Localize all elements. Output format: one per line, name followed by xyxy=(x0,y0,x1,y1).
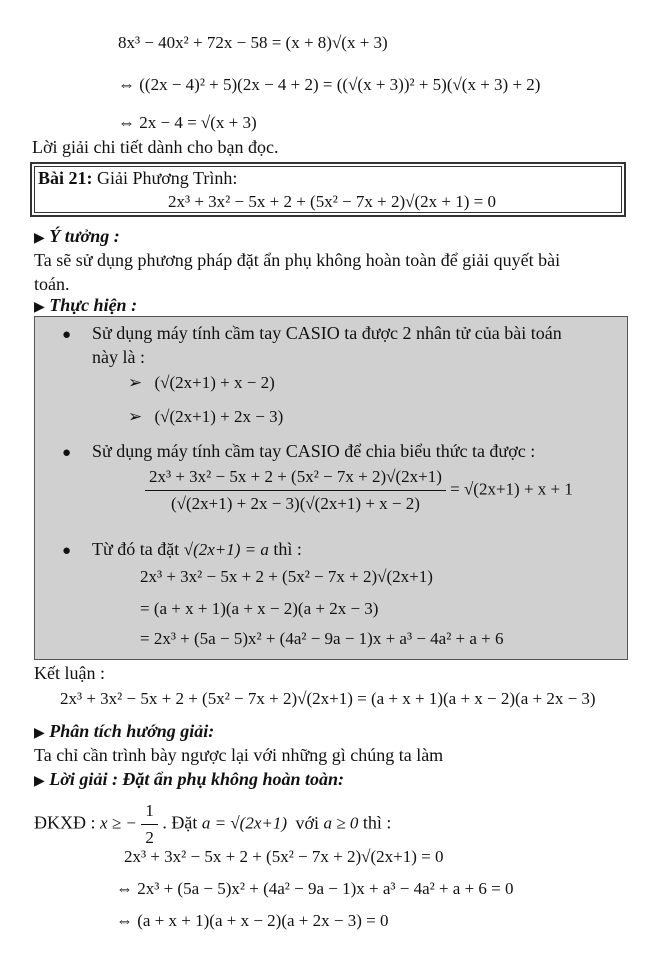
item-2-text: Sử dụng máy tính cầm tay CASIO để chia biểu thức ta được : xyxy=(92,441,536,461)
fraction-denominator: (√(2x+1) + 2x − 3)(√(2x+1) + x − 2) xyxy=(170,494,420,513)
substitution: √(2x+1) = a xyxy=(183,540,269,559)
triangle-bullet-icon: ▶ xyxy=(34,726,45,741)
half-fraction: $\frac{1}{2}$ xyxy=(141,800,158,849)
solution-step-3: ⇔ (a + x + 1)(a + x − 2)(a + 2x − 3) = 0 xyxy=(116,911,389,930)
solution-step-1: 2x³ + 3x² − 5x + 2 + (5x² − 7x + 2)√(2x+1) = 0 xyxy=(124,847,444,866)
expand-step-3: = 2x³ + (5a − 5)x² + (4a² − 9a − 1)x + a³ − 4a² + a + 6 xyxy=(140,629,504,648)
implementation-heading: ▶ Thực hiện : xyxy=(34,295,138,315)
top-note: Lời giải chi tiết dành cho bạn đọc. xyxy=(32,137,279,157)
analysis-text: Ta chỉ cần trình bày ngược lại với những gì chúng ta làm xyxy=(34,745,444,765)
factor-2: ➢ (√(2x+1) + 2x − 3) xyxy=(128,407,284,426)
bullet-item-3 xyxy=(62,538,71,562)
bullet-dot-icon: ● xyxy=(62,445,72,461)
idea-heading: ▶ Ý tưởng : xyxy=(34,226,120,246)
solution-heading: ▶ Lời giải : Đặt ẩn phụ không hoàn toàn: xyxy=(34,769,345,789)
item-3-text: Từ đó ta đặt √(2x+1) = a thì : xyxy=(92,539,302,559)
problem-label: Bài 21: xyxy=(38,168,93,188)
item-1-line-2: này là : xyxy=(92,347,145,367)
conclusion-label: Kết luận : xyxy=(34,663,105,683)
top-equation-2: ⇔ ((2x − 4)² + 5)(2x − 4 + 2) = ((√(x + 3))² + 5)(√(x + 3) + 2) xyxy=(118,75,541,94)
bullet-item-1 xyxy=(62,322,71,346)
problem-equation: 2x³ + 3x² − 5x + 2 + (5x² − 7x + 2)√(2x + 1) = 0 xyxy=(168,192,496,211)
triangle-bullet-icon: ▶ xyxy=(34,300,45,315)
dkxd-line: ĐKXĐ : x ≥ − $\frac{1}{2}$ . Đặt a = √(2x+1) với a ≥ 0 thì : xyxy=(34,801,392,847)
top-equation-1: 8x³ − 40x² + 72x − 58 = (x + 8)√(x + 3) xyxy=(118,33,388,52)
item-1-line-1: Sử dụng máy tính cầm tay CASIO ta được 2 nhân tử của bài toán xyxy=(92,323,562,343)
expand-step-2: = (a + x + 1)(a + x − 2)(a + 2x − 3) xyxy=(140,599,379,618)
problem-title xyxy=(38,167,237,189)
triangle-bullet-icon: ▶ xyxy=(34,231,45,246)
bullet-dot-icon: ● xyxy=(62,327,72,343)
idea-line-1: Ta sẽ sử dụng phương pháp đặt ẩn phụ không hoàn toàn để giải quyết bài xyxy=(34,250,561,270)
top-equation-3: ⇔ 2x − 4 = √(x + 3) xyxy=(118,113,257,132)
fraction-result: = √(2x+1) + x + 1 xyxy=(450,479,573,499)
bullet-dot-icon: ● xyxy=(62,543,72,559)
fraction-numerator: 2x³ + 3x² − 5x + 2 + (5x² − 7x + 2)√(2x+1) xyxy=(145,466,446,491)
triangle-bullet-icon: ▶ xyxy=(34,774,45,789)
problem-title-text: Giải Phương Trình: xyxy=(97,168,238,188)
conclusion-equation: 2x³ + 3x² − 5x + 2 + (5x² − 7x + 2)√(2x+1) = (a + x + 1)(a + x − 2)(a + 2x − 3) xyxy=(60,689,596,708)
arrow-bullet-icon: ➢ xyxy=(128,407,143,426)
arrow-bullet-icon: ➢ xyxy=(128,373,143,392)
division-fraction xyxy=(145,466,573,515)
analysis-heading: ▶ Phân tích hướng giải: xyxy=(34,721,215,741)
expand-step-1: 2x³ + 3x² − 5x + 2 + (5x² − 7x + 2)√(2x+1) xyxy=(140,567,433,586)
solution-step-2: ⇔ 2x³ + (5a − 5)x² + (4a² − 9a − 1)x + a³ − 4a² + a + 6 = 0 xyxy=(116,879,514,898)
bullet-item-2 xyxy=(62,440,71,464)
idea-line-2: toán. xyxy=(34,274,70,294)
factor-1: ➢ (√(2x+1) + x − 2) xyxy=(128,373,275,392)
